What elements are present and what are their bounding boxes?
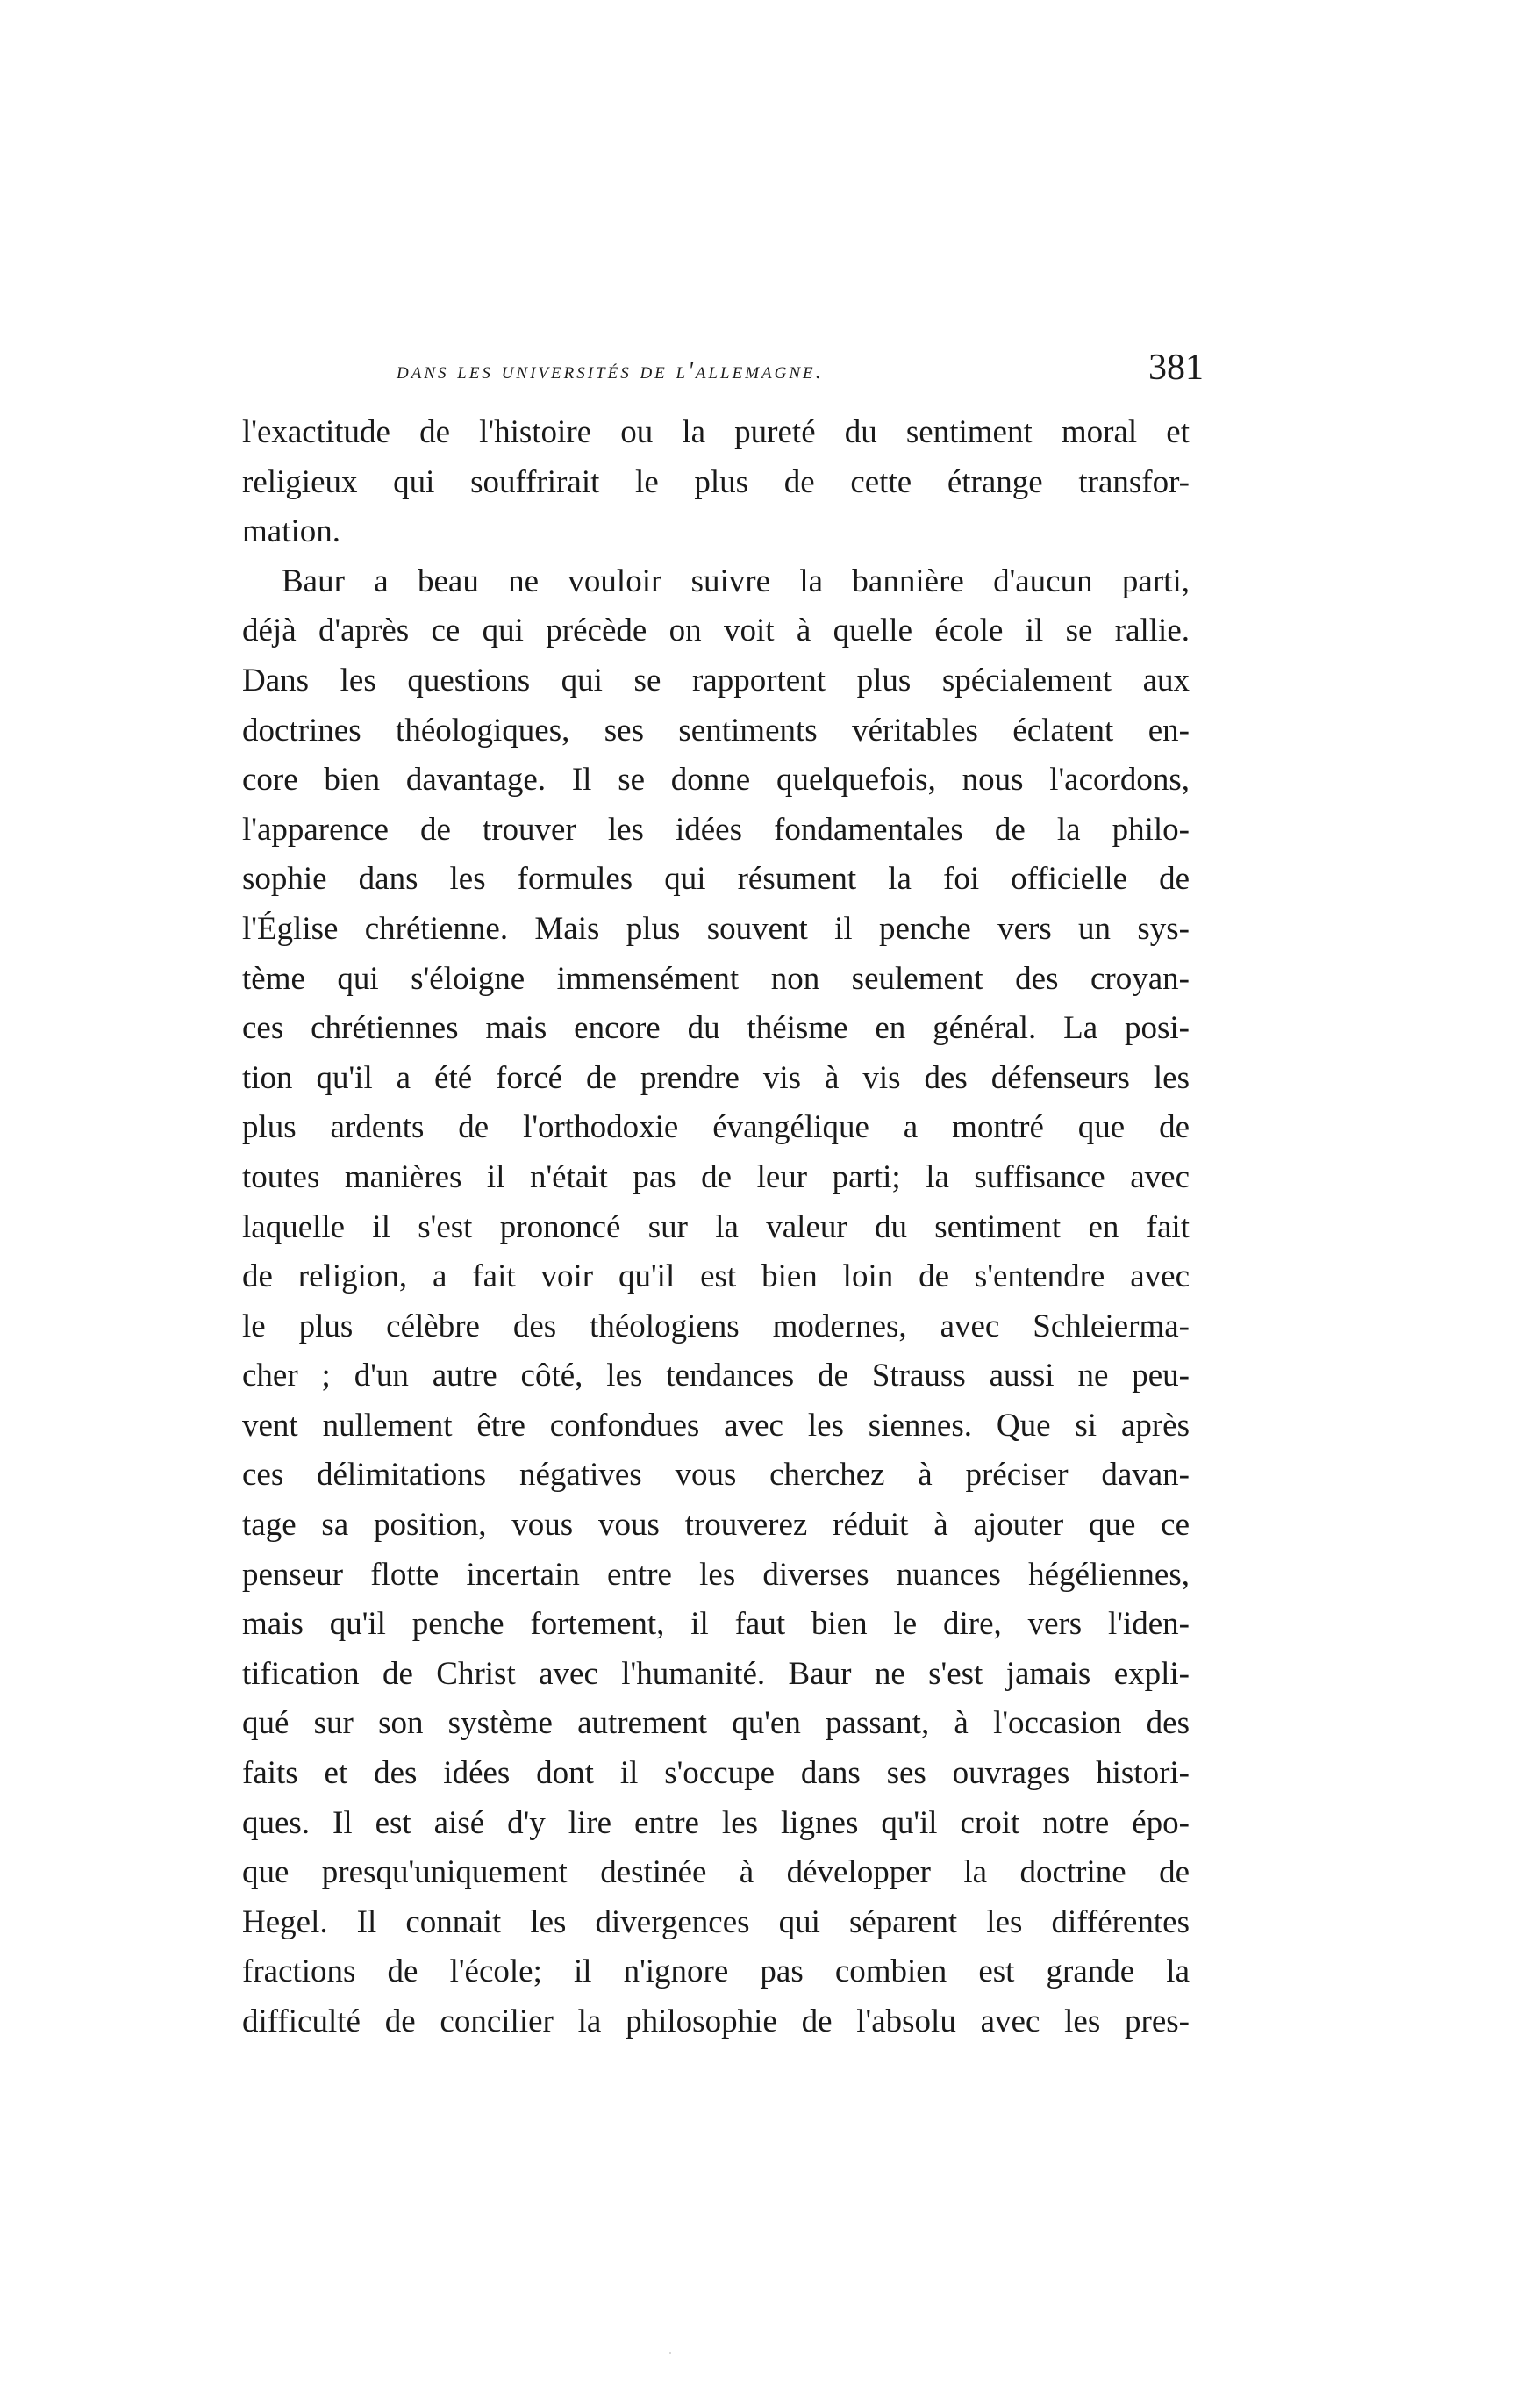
text-line: religieux qui souffrirait le plus de cette étrange transfor- [242, 463, 1190, 500]
text-line: l'exactitude de l'histoire ou la pureté du sentiment moral et [242, 414, 1190, 450]
text-line: fractions de l'école; il n'ignore pas combien est grande la [242, 1953, 1190, 1990]
text-line: qué sur son système autrement qu'en passant, à l'occasion des [242, 1705, 1190, 1742]
text-line: Hegel. Il connait les divergences qui séparent les différentes [242, 1903, 1190, 1940]
body-text [242, 408, 1190, 2047]
text-line: plus ardents de l'orthodoxie évangélique a montré que de [242, 1109, 1190, 1146]
scan-speck [669, 2352, 671, 2354]
text-line: core bien davantage. Il se donne quelquefois, nous l'acordons, [242, 762, 1190, 799]
text-line: penseur flotte incertain entre les diverses nuances hégéliennes, [242, 1556, 1190, 1593]
text-line: toutes manières il n'était pas de leur parti; la suffisance avec [242, 1158, 1190, 1195]
paragraph-start-line: Baur a beau ne vouloir suivre la bannière d'aucun parti, [282, 563, 1190, 599]
text-line: doctrines théologiques, ses sentiments véritables éclatent en- [242, 712, 1190, 749]
running-header [397, 347, 1204, 399]
text-line: tification de Christ avec l'humanité. Baur ne s'est jamais expli- [242, 1655, 1190, 1692]
text-line: tème qui s'éloigne immensément non seulement des croyan- [242, 960, 1190, 997]
text-line: mation. [242, 513, 341, 550]
text-line: mais qu'il penche fortement, il faut bien le dire, vers l'iden- [242, 1606, 1190, 1643]
text-line: tion qu'il a été forcé de prendre vis à vis des défenseurs les [242, 1059, 1190, 1096]
text-line: cher ; d'un autre côté, les tendances de Strauss aussi ne peu- [242, 1358, 1190, 1394]
text-line: ces délimitations négatives vous cherchez à préciser davan- [242, 1457, 1190, 1494]
text-line: sophie dans les formules qui résument la foi officielle de [242, 861, 1190, 898]
text-line: ces chrétiennes mais encore du théisme en général. La posi- [242, 1010, 1190, 1047]
text-line: que presqu'uniquement destinée à développer la doctrine de [242, 1854, 1190, 1891]
text-line: le plus célèbre des théologiens modernes, avec Schleierma- [242, 1308, 1190, 1344]
text-line: l'apparence de trouver les idées fondamentales de la philo- [242, 811, 1190, 848]
text-line: l'Église chrétienne. Mais plus souvent il penche vers un sys- [242, 910, 1190, 947]
text-line: Dans les questions qui se rapportent plus spécialement aux [242, 662, 1190, 699]
running-header-title: dans les universités de l'allemagne. [397, 357, 825, 383]
text-line: faits et des idées dont il s'occupe dans ses ouvrages histori- [242, 1755, 1190, 1792]
text-line: déjà d'après ce qui précède on voit à quelle école il se rallie. [242, 613, 1190, 649]
text-line: tage sa position, vous vous trouverez réduit à ajouter que ce [242, 1507, 1190, 1544]
text-line: de religion, a fait voir qu'il est bien loin de s'entendre avec [242, 1258, 1190, 1295]
text-line: ques. Il est aisé d'y lire entre les lignes qu'il croit notre épo- [242, 1804, 1190, 1841]
text-line: laquelle il s'est prononcé sur la valeur du sentiment en fait [242, 1208, 1190, 1245]
page-number: 381 [1148, 348, 1204, 388]
text-line: difficulté de concilier la philosophie de l'absolu avec les pres- [242, 2003, 1190, 2039]
text-line: vent nullement être confondues avec les siennes. Que si après [242, 1407, 1190, 1444]
